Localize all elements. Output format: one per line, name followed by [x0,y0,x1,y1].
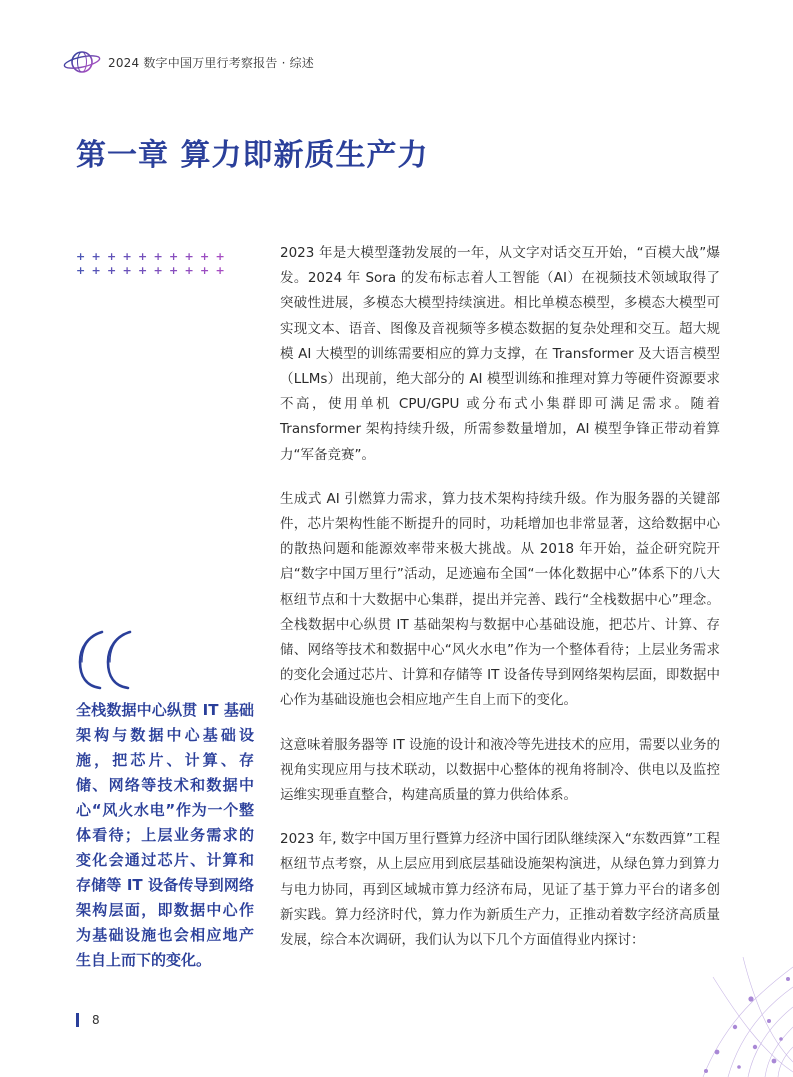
quotation-mark-icon [76,628,136,692]
pull-quote: 全栈数据中心纵贯 IT 基础架构与数据中心基础设施，把芯片、计算、存储、网络等技术和数据中心“风火水电”作为一个整体看待；上层业务需求的变化会通过芯片、计算和存储等 IT 设备传导到网络架构层面，即数据中心作为基础设施也会相应地产生自上而下的变化。 [76,701,254,969]
body-paragraph: 生成式 AI 引燃算力需求，算力技术架构持续升级。作为服务器的关键部件，芯片架构性能不断提升的同时，功耗增加也非常显著，这给数据中心的散热问题和能源效率带来极大挑战。从 2018 年开始，益企研究院开启“数字中国万里行”活动，足迹遍布全国“一体化数据中心”体系下的八大枢纽节点和十大数据中心集群，提出并完善、践行“全栈数据中心”理念。全栈数据中心纵贯 IT 基础架构与数据中心基础设施，把芯片、计算、存储、网络等技术和数据中心“风火水电”作为一个整体看待；上层业务需求的变化会通过芯片、计算和存储等 IT 设备传导到网络架构层面，即数据中心作为基础设施也会相应地产生自上而下的变化。 [280,490,720,709]
body-paragraph: 这意味着服务器等 IT 设施的设计和液冷等先进技术的应用，需要以业务的视角实现应用与技术联动，以数据中心整体的视角将制冷、供电以及监控运维实现垂直整合，构建高质量的算力供给体系。 [280,736,720,804]
plus-row: + + + + + + + + + + [76,264,225,277]
body-paragraph: 2023 年是大模型蓬勃发展的一年，从文字对话交互开始，“百模大战”爆发。2024 年 Sora 的发布标志着人工智能（AI）在视频技术领域取得了突破性进展，多模态大模型持续演进。相比单模态模型，多模态大模型可实现文本、语音、图像及音视频等多模态数据的复杂处理和交互。超大规模 AI 大模型的训练需要相应的算力支撑，在 Transformer 及大语言模型（LLMs）出现前，绝大部分的 AI 模型训练和推理对算力等硬件资源要求不高，使用单机 CPU/GPU 或分布式小集群即可满足需求。随着 Transformer 架构持续升级，所需参数量增加，AI 模型争锋正带动着算力“军备竞赛”。 [280,245,720,463]
footer-accent-bar [76,1013,79,1027]
body-text-column [280,241,720,972]
decorative-plus-grid [76,250,236,278]
plus-row: + + + + + + + + + + [76,250,225,263]
page-number: 8 [92,1013,100,1027]
page-footer [76,1013,100,1027]
report-title: 2024 数字中国万里行考察报告 · 综述 [108,55,314,70]
body-paragraph: 2023 年, 数字中国万里行暨算力经济中国行团队继续深入“东数西算”工程枢纽节点考察，从上层应用到底层基础设施架构演进，从绿色算力到算力与电力协同，再到区域城市算力经济布局，见证了基于算力平台的诸多创新实践。算力经济时代，算力作为新质生产力，正推动着数字经济高质量发展，综合本次调研，我们认为以下几个方面值得业内探讨： [280,831,720,949]
globe-orbit-icon [62,46,102,78]
page-header [62,46,314,78]
decorative-network-graphic [643,957,793,1077]
chapter-title: 第一章 算力即新质生产力 [76,138,429,173]
